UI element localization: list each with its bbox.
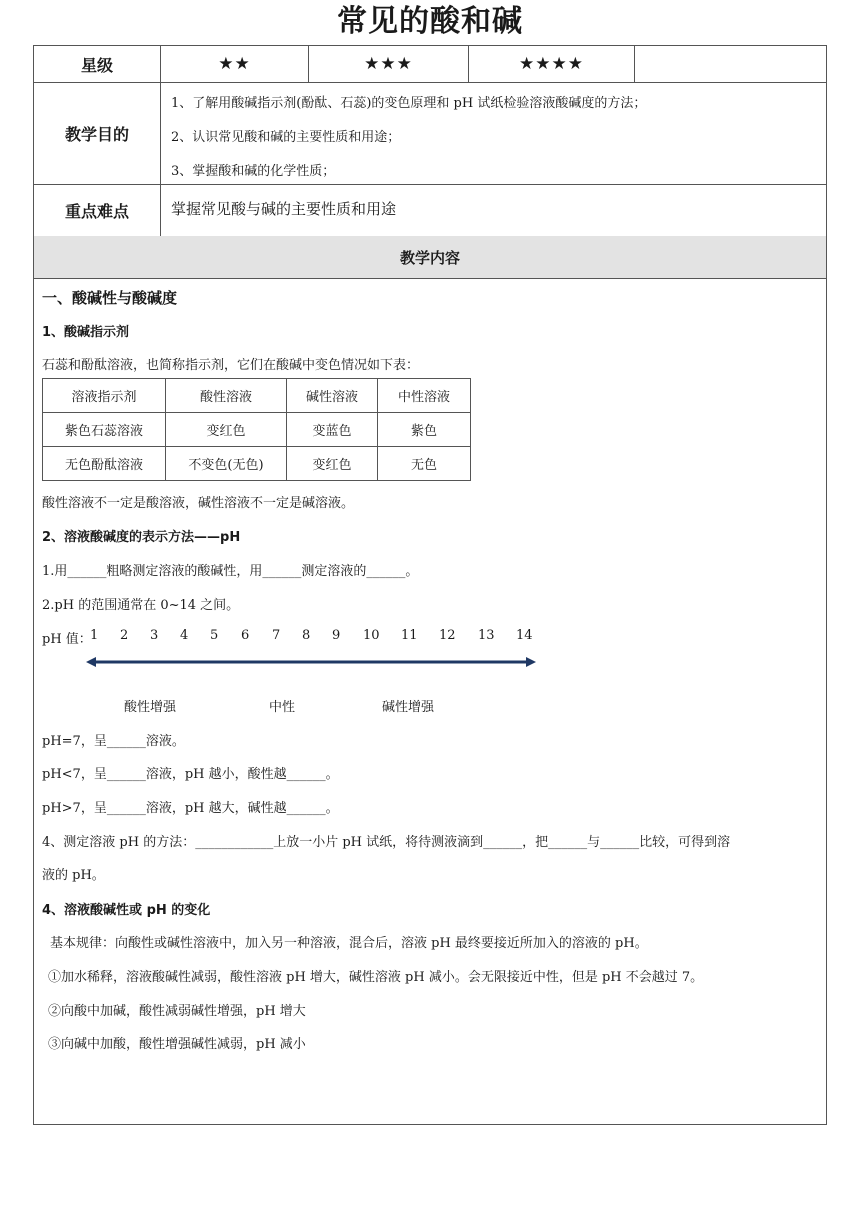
subsection-heading: 1、酸碱指示剂 [42, 325, 130, 340]
table-cell: 无色酚酞溶液 [43, 447, 166, 481]
table-header-cell: 碱性溶液 [287, 379, 378, 413]
table-cell: 变红色 [166, 413, 287, 447]
subsection-heading: 4、溶液酸碱性或 pH 的变化 [42, 903, 211, 918]
goal-item: 1、了解用酸碱指示剂(酚酞、石蕊)的变色原理和 pH 试纸检验溶液酸碱度的方法； [171, 96, 647, 111]
fill-blank-line: pH=7，呈______溶液。 [42, 734, 185, 749]
neutral-label: 中性 [269, 700, 296, 715]
ph-value: 6 [241, 628, 250, 643]
row-divider [34, 278, 826, 279]
star-level-empty [635, 46, 827, 82]
star-level-4: ★★★★ [519, 54, 584, 74]
ph-value: 1 [90, 628, 99, 643]
ph-value: 4 [180, 628, 189, 643]
fill-blank-line: pH>7，呈______溶液，pH 越大，碱性越______。 [42, 801, 339, 816]
ph-value: 11 [401, 628, 418, 643]
table-header-cell: 中性溶液 [378, 379, 471, 413]
basic-label: 碱性增强 [382, 700, 435, 715]
ph-value: 10 [363, 628, 380, 643]
ph-value: 2 [120, 628, 129, 643]
table-header-cell: 酸性溶液 [166, 379, 287, 413]
table-cell: 无色 [378, 447, 471, 481]
table-cell: 紫色石蕊溶液 [43, 413, 166, 447]
fill-blank-line: 液的 pH。 [42, 868, 105, 883]
key-points-label: 重点难点 [64, 202, 129, 221]
paragraph: 酸性溶液不一定是酸溶液，碱性溶液不一定是碱溶液。 [42, 496, 355, 511]
table-cell: 不变色(无色) [166, 447, 287, 481]
star-level-2: ★★ [218, 54, 251, 74]
ph-value: 13 [478, 628, 495, 643]
table-cell: 紫色 [378, 413, 471, 447]
section-heading: 一、酸碱性与酸碱度 [42, 289, 178, 307]
ph-value: 5 [210, 628, 219, 643]
goal-item: 3、掌握酸和碱的化学性质； [171, 164, 336, 179]
list-item: ②向酸中加碱，酸性减弱碱性增强，pH 增大 [48, 1004, 306, 1019]
fill-blank-line: pH<7，呈______溶液，pH 越小，酸性越______。 [42, 767, 339, 782]
subsection-heading: 2、溶液酸碱度的表示方法——pH [42, 530, 241, 545]
table-header-cell: 溶液指示剂 [43, 379, 166, 413]
ph-value: 7 [272, 628, 281, 643]
paragraph: 石蕊和酚酞溶液，也简称指示剂，它们在酸碱中变色情况如下表： [42, 358, 420, 373]
table-cell: 变红色 [287, 447, 378, 481]
ph-value: 14 [516, 628, 533, 643]
table-cell: 变蓝色 [287, 413, 378, 447]
level-label: 星级 [80, 55, 113, 75]
lesson-table [33, 45, 827, 1125]
table-header-row [43, 379, 471, 413]
acidic-label: 酸性增强 [124, 700, 177, 715]
ph-value: 3 [150, 628, 159, 643]
star-level-3: ★★★ [364, 54, 413, 74]
indicator-table [42, 378, 471, 481]
paragraph: 基本规律：向酸性或碱性溶液中，加入另一种溶液，混合后，溶液 pH 最终要接近所加入的溶液的 pH。 [50, 936, 648, 951]
goals-label: 教学目的 [64, 125, 129, 144]
table-row [43, 447, 471, 481]
key-points-text: 掌握常见酸与碱的主要性质和用途 [171, 200, 397, 218]
ph-value: 12 [439, 628, 456, 643]
fill-blank-line: 1.用______粗略测定溶液的酸碱性，用______测定溶液的______。 [42, 564, 419, 579]
content-heading: 教学内容 [34, 236, 826, 278]
goal-item: 2、认识常见酸和碱的主要性质和用途； [171, 130, 401, 145]
ph-value: 8 [302, 628, 311, 643]
ph-scale-arrow [84, 654, 538, 670]
paragraph: 2.pH 的范围通常在 0~14 之间。 [42, 598, 240, 613]
ph-value: 9 [332, 628, 341, 643]
fill-blank-line: 4、测定溶液 pH 的方法：____________上放一小片 pH 试纸，将待测液滴到______，把______与______比较，可得到溶 [42, 835, 731, 850]
list-item: ①加水稀释，溶液酸碱性减弱，酸性溶液 pH 增大，碱性溶液 pH 减小。会无限接近中性，但是 pH 不会越过 7。 [48, 970, 704, 985]
list-item: ③向碱中加酸，酸性增强碱性减弱，pH 减小 [48, 1037, 306, 1052]
ph-label: pH 值： [42, 632, 92, 647]
table-row [43, 413, 471, 447]
page-title: 常见的酸和碱 [337, 4, 523, 39]
